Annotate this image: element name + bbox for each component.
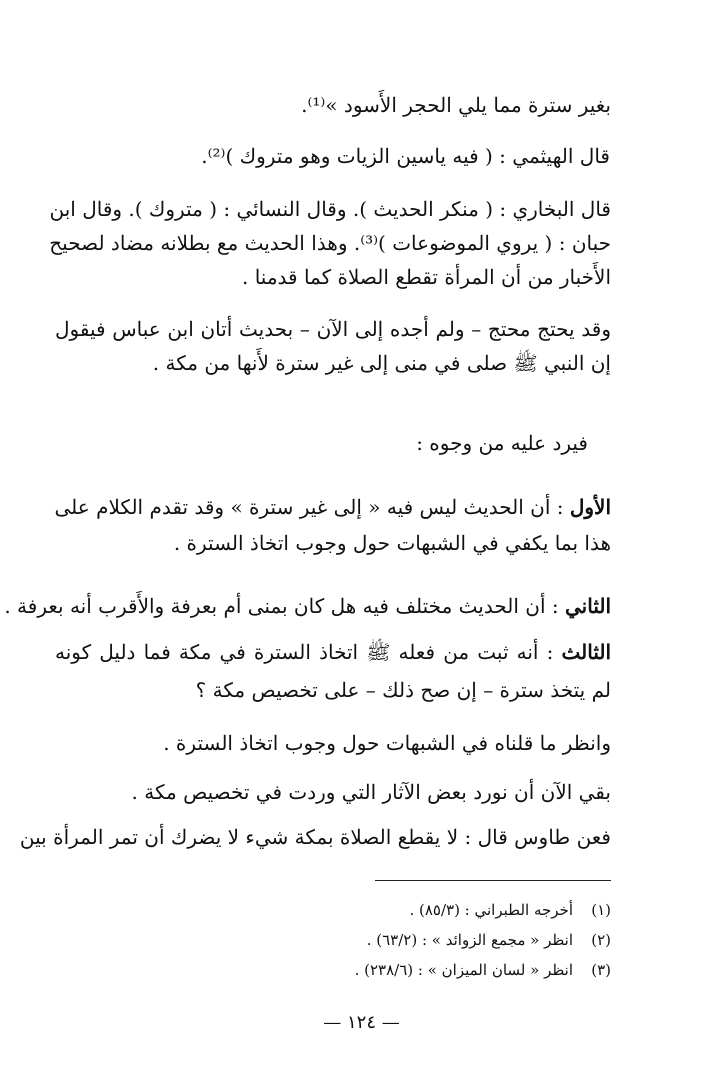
point-third-line-1 bbox=[55, 637, 611, 667]
paragraph-haythami: قال الهيثمي : ( فيه ياسين الزيات وهو متروك )⁽²⁾. bbox=[201, 144, 610, 168]
paragraph-remaining: بقي الآن أن نورد بعض الآثار التي وردت في تخصيص مكة . bbox=[131, 780, 611, 804]
paragraph-narrators-line-2: حبان : ( يروي الموضوعات )⁽³⁾. وهذا الحديث مع بطلانه مضاد لصحيح bbox=[49, 231, 611, 255]
point-third-text: : أنه ثبت من فعله ﷺ اتخاذ السترة في مكة فما دليل كونه bbox=[55, 640, 554, 664]
footnote-3-text: انظر « لسان الميزان » : (٢٣٨/٦) . bbox=[354, 961, 573, 979]
footnote-1 bbox=[409, 899, 611, 921]
footnote-1-number: (١) bbox=[591, 901, 611, 919]
footnote-2 bbox=[367, 929, 611, 951]
footnote-separator bbox=[375, 880, 611, 881]
paragraph-continuation: بغير سترة مما يلي الحجر الأَسود »⁽¹⁾. bbox=[301, 93, 611, 117]
footnote-3-number: (٣) bbox=[591, 961, 611, 979]
point-first-line-1 bbox=[55, 492, 611, 522]
point-first-text: : أن الحديث ليس فيه « إلى غير سترة » وقد تقدم الكلام على bbox=[54, 495, 564, 519]
paragraph-see-also: وانظر ما قلناه في الشبهات حول وجوب اتخاذ السترة . bbox=[163, 731, 611, 755]
point-third-line-2: لم يتخذ سترة – إن صح ذلك – على تخصيص مكة ؟ bbox=[195, 678, 611, 702]
paragraph-responses-intro: فيرد عليه من وجوه : bbox=[416, 431, 588, 455]
paragraph-narrators-line-3: الأَخبار من أن المرأة تقطع الصلاة كما قدمنا . bbox=[241, 265, 611, 289]
point-first-heading: الأول bbox=[569, 495, 611, 519]
footnote-1-text: أخرجه الطبراني : (٨٥/٣) . bbox=[409, 901, 573, 919]
page-number: — ١٢٤ — bbox=[323, 1012, 400, 1033]
point-second-text: : أن الحديث مختلف فيه هل كان بمنى أم بعرفة والأَقرب أنه بعرفة . bbox=[4, 594, 559, 618]
paragraph-objection-line-2: إن النبي ﷺ صلى في منى إلى غير سترة لأَنها من مكة . bbox=[152, 351, 611, 375]
paragraph-narrators-line-1: قال البخاري : ( منكر الحديث ). وقال النسائي : ( متروك ). وقال ابن bbox=[49, 197, 611, 221]
point-second-line-1 bbox=[4, 591, 611, 621]
footnote-3 bbox=[355, 959, 611, 981]
point-third-heading: الثالث bbox=[561, 640, 612, 664]
point-first-line-2: هذا بما يكفي في الشبهات حول وجوب اتخاذ السترة . bbox=[173, 531, 611, 555]
footnote-2-number: (٢) bbox=[591, 931, 611, 949]
paragraph-tawus: فعن طاوس قال : لا يقطع الصلاة بمكة شيء لا يضرك أن تمر المرأة بين bbox=[19, 825, 611, 849]
point-second-heading: الثاني bbox=[564, 594, 611, 618]
footnote-2-text: انظر « مجمع الزوائد » : (٦٣/٢) . bbox=[366, 931, 573, 949]
paragraph-objection-line-1: وقد يحتج محتج – ولم أجده إلى الآن – بحديث أتان ابن عباس فيقول bbox=[55, 317, 611, 341]
